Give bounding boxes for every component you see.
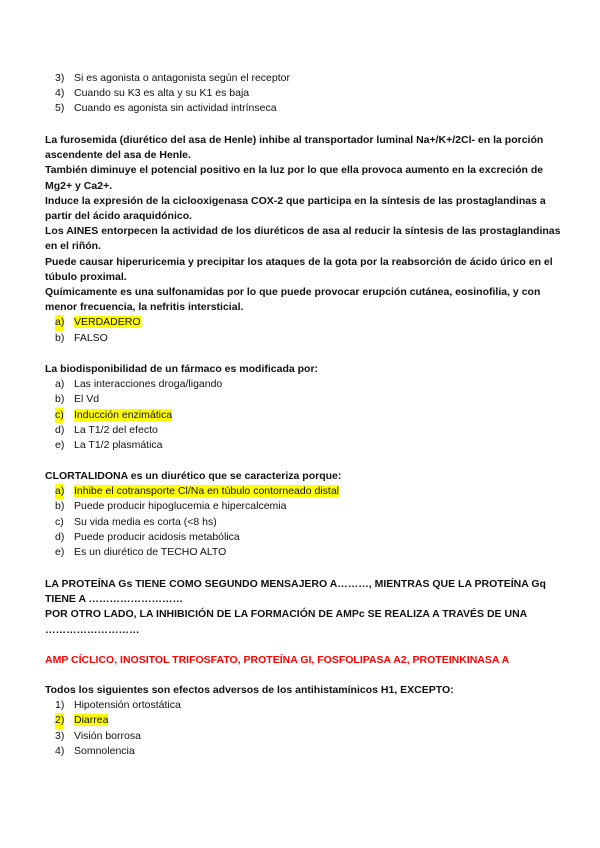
question-text [45,577,565,638]
question-biodisponibilidad [45,362,565,453]
option-label: c) [55,408,64,423]
option-item[interactable] [45,729,565,744]
option-item[interactable] [45,698,565,713]
option-label: b) [55,393,65,406]
option-label: e) [55,545,65,558]
option-text: Puede producir hipoglucemia e hipercalcemia [74,500,287,513]
question-text [45,133,565,315]
option-text: El Vd [74,393,100,406]
option-label: 5) [55,102,65,115]
option-label: e) [55,438,65,451]
option-text: Visión borrosa [74,729,141,742]
question-furosemida [45,133,565,346]
option-text-highlighted: Diarrea [74,714,109,727]
option-label: a) [55,378,65,391]
option-item[interactable] [45,377,565,392]
option-label: 3) [55,72,65,84]
option-item-answer[interactable] [45,315,565,330]
option-item[interactable] [45,392,565,407]
option-text: Somnolencia [74,744,135,757]
option-label: c) [55,515,64,528]
option-item[interactable] [45,499,565,514]
option-item[interactable] [45,423,565,438]
option-item-answer[interactable] [45,484,565,499]
question-antihistaminicos [45,683,565,759]
question-paragraph: LA PROTEÍNA Gs TIENE COMO SEGUNDO MENSAJERO A………, MIENTRAS QUE LA PROTEÍNA Gq TIENE A ……………………… [45,578,546,606]
option-label: b) [55,500,65,513]
question-paragraph: También diminuye el potencial positivo en la luz por lo que ella provoca aumento en la excreción de Mg2+ y Ca2+. [45,164,544,192]
question-paragraph: POR OTRO LADO, LA INHIBICIÓN DE LA FORMACIÓN DE AMPc SE REALIZA A TRAVÉS DE UNA ……………………… [45,608,527,636]
option-item-answer[interactable] [45,408,565,423]
option-text: Cuando su K3 es alta y su K1 es baja [74,87,250,100]
option-item[interactable] [45,545,565,560]
option-text: Su vida media es corta (<8 hs) [74,515,217,528]
option-label: 2) [55,713,64,728]
option-item[interactable] [45,71,565,86]
option-item[interactable] [45,331,565,346]
option-label: d) [55,423,65,436]
answer-block [45,653,565,668]
question-proteina-g [45,577,565,638]
option-item[interactable] [45,744,565,759]
option-text: Puede producir acidosis metabólica [74,530,240,543]
option-item[interactable] [45,515,565,530]
option-label: 1) [55,699,65,712]
option-text: Cuando es agonista sin actividad intrínseca [74,102,277,115]
option-item[interactable] [45,530,565,545]
option-item[interactable] [45,86,565,101]
question-clortalidona [45,469,565,560]
option-label: 4) [55,744,65,757]
option-text-highlighted: Inhibe el cotransporte Cl/Na en túbulo contorneado distal [74,485,340,498]
answer-text: AMP CÍCLICO, INOSITOL TRIFOSFATO, PROTEÍNA GI, FOSFOLIPASA A2, PROTEINKINASA A [45,654,510,666]
question-paragraph: Induce la expresión de la ciclooxigenasa COX-2 que participa en la síntesis de las prostaglandinas a partir del ácido araquidónico. [45,194,546,223]
top-options-list [45,71,565,117]
option-item[interactable] [45,101,565,116]
question-text: CLORTALIDONA es un diurético que se caracteriza porque: [45,470,342,482]
question-text: La biodisponibilidad de un fármaco es modificada por: [45,363,319,375]
option-label: 4) [55,87,65,100]
question-paragraph: Los AINES entorpecen la actividad de los diuréticos de asa al reducir la síntesis de las prostaglandinas en el riñón. [45,225,561,253]
option-item-answer[interactable] [45,713,565,728]
question-paragraph: Químicamente es una sulfonamidas por lo que puede provocar erupción cutánea, eosinofilia, y con menor frecuencia, la nefritis intersticial. [45,286,541,314]
option-text: Si es agonista o antagonista según el receptor [74,72,290,84]
question-paragraph: La furosemida (diurético del asa de Henle) inhibe al transportador luminal Na+/K+/2Cl- en la porción ascendente del asa de Henle. [45,134,544,162]
option-text: Las interacciones droga/ligando [74,378,223,391]
option-item[interactable] [45,438,565,453]
option-label: d) [55,530,65,543]
question-paragraph: Puede causar hiperuricemia y precipitar los ataques de la gota por la reabsorción de ácido úrico en el túbulo proximal. [45,255,553,283]
option-text: La T1/2 plasmática [74,438,163,451]
option-label: 3) [55,729,65,742]
option-text: La T1/2 del efecto [74,423,158,436]
option-text-highlighted: VERDADERO [74,316,141,329]
option-label: a) [55,484,64,499]
option-label: b) [55,331,65,344]
option-text-highlighted: Inducción enzimática [74,408,173,421]
option-text: Hipotensión ortostática [74,699,181,712]
option-text: FALSO [74,331,108,344]
option-text: Es un diurético de TECHO ALTO [74,545,227,558]
question-text: Todos los siguientes son efectos adversos de los antihistamínicos H1, EXCEPTO: [45,684,454,696]
option-label: a) [55,315,64,330]
